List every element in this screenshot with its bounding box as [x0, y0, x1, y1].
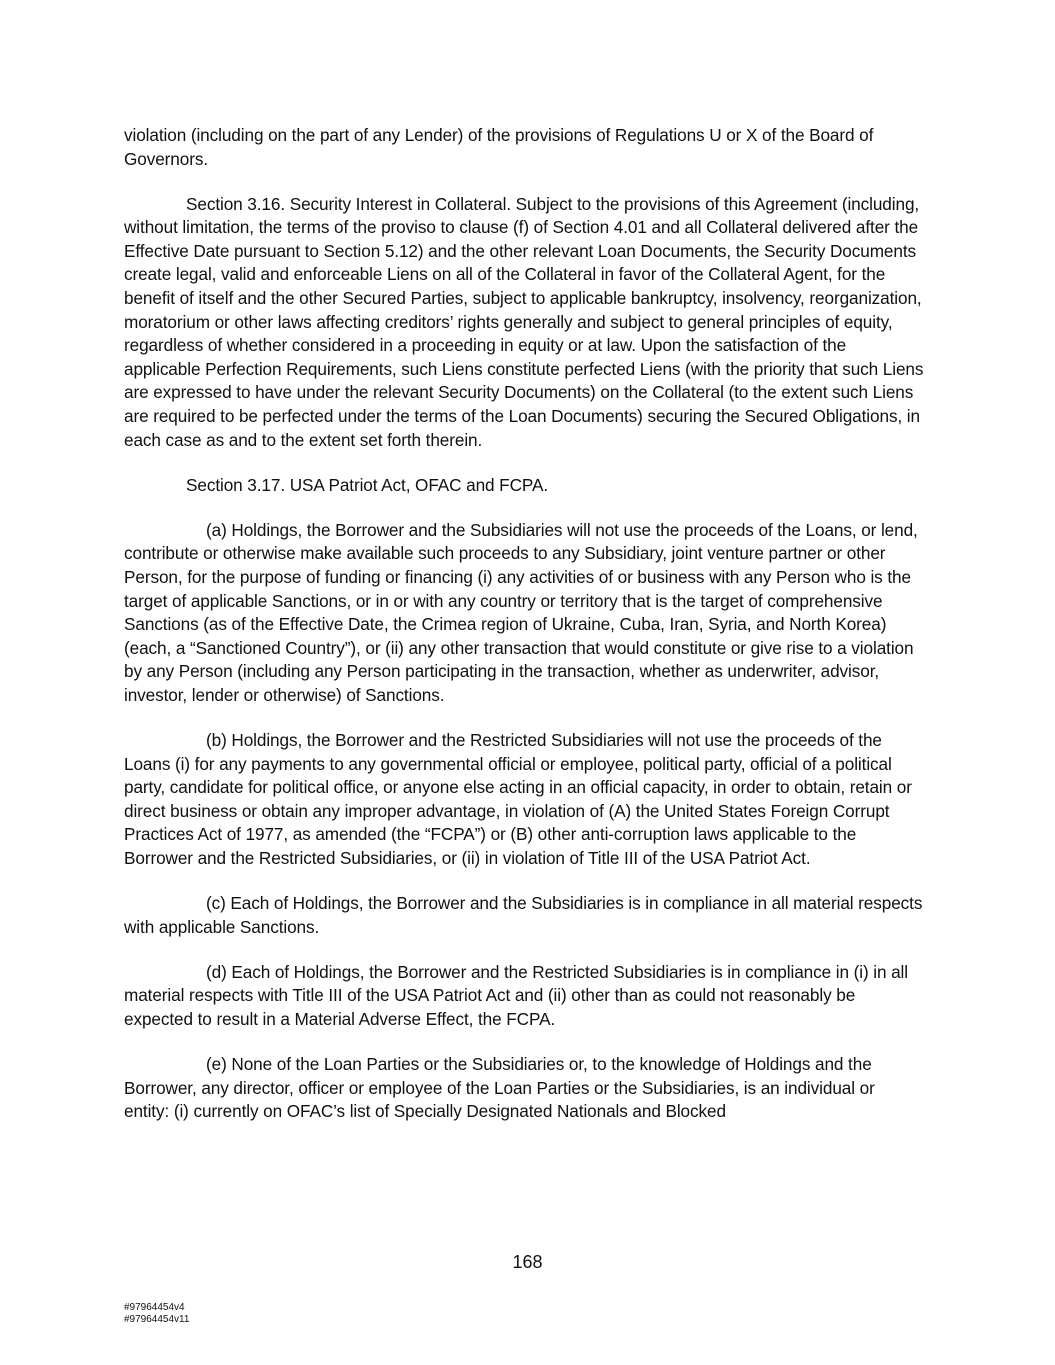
- clause-a-paragraph: (a) Holdings, the Borrower and the Subsidiaries will not use the proceeds of the Loans, or lend, contribute or otherwise make available such proceeds to any Subsidiary, joint venture partner or other Person, for the purpose of funding or financing (i) any activities of or business with any Person who is the target of applicable Sanctions, or in or with any country or territory that is the target of comprehensive Sanctions (as of the Effective Date, the Crimea region of Ukraine, Cuba, Iran, Syria, and North Korea) (each, a “Sanctioned Country”), or (ii) any other transaction that would constitute or give rise to a violation by any Person (including any Person participating in the transaction, whether as underwriter, advisor, investor, lender or otherwise) of Sanctions.: [124, 519, 918, 705]
- document-identifiers: [124, 1302, 189, 1326]
- section-3-16-paragraph: Section 3.16. Security Interest in Collateral. Subject to the provisions of this Agreement (including, without limitation, the terms of the proviso to clause (f) of Section 4.01 and all Collateral delivered after the Effective Date pursuant to Section 5.12) and the other relevant Loan Documents, the Security Documents create legal, valid and enforceable Liens on all of the Collateral in favor of the Collateral Agent, for the benefit of itself and the other Secured Parties, subject to applicable bankruptcy, insolvency, reorganization, moratorium or other laws affecting creditors’ rights generally and subject to general principles of equity, regardless of whether considered in a proceeding in equity or at law. Upon the satisfaction of the applicable Perfection Requirements, such Liens constitute perfected Liens (with the priority that such Liens are expressed to have under the relevant Security Documents) on the Collateral (to the extent such Liens are required to be perfected under the terms of the Loan Documents) securing the Secured Obligations, in each case as and to the extent set forth therein.: [124, 193, 924, 450]
- section-3-17-heading: Section 3.17. USA Patriot Act, OFAC and FCPA.: [186, 474, 549, 495]
- doc-id-1: #97964454v4: [124, 1302, 185, 1313]
- clause-e-paragraph: (e) None of the Loan Parties or the Subsidiaries or, to the knowledge of Holdings and the Borrower, any director, officer or employee of the Loan Parties or the Subsidiaries, is an individual or entity: (i) currently on OFAC’s list of Specially Designated Nationals and Blocked: [124, 1054, 875, 1122]
- page-body: [124, 124, 924, 1145]
- clause-b-paragraph: (b) Holdings, the Borrower and the Restricted Subsidiaries will not use the proceeds of the Loans (i) for any payments to any governmental official or employee, political party, official of a political party, candidate for political office, or anyone else acting in an official capacity, in order to obtain, retain or direct business or obtain any improper advantage, in violation of (A) the United States Foreign Corrupt Practices Act of 1977, as amended (the “FCPA”) or (B) other anti-corruption laws applicable to the Borrower and the Restricted Subsidiaries, or (ii) in violation of Title III of the USA Patriot Act.: [124, 730, 912, 869]
- clause-d-paragraph: (d) Each of Holdings, the Borrower and the Restricted Subsidiaries is in compliance in (i) in all material respects with Title III of the USA Patriot Act and (ii) other than as could not reasonably be expected to result in a Material Adverse Effect, the FCPA.: [124, 961, 908, 1029]
- page-number: 168: [512, 1252, 543, 1272]
- paragraph-continuation: violation (including on the part of any Lender) of the provisions of Regulations U or X of the Board of Governors.: [124, 125, 874, 169]
- doc-id-2: #97964454v11: [124, 1314, 190, 1325]
- clause-c-paragraph: (c) Each of Holdings, the Borrower and the Subsidiaries is in compliance in all material respects with applicable Sanctions.: [124, 893, 923, 937]
